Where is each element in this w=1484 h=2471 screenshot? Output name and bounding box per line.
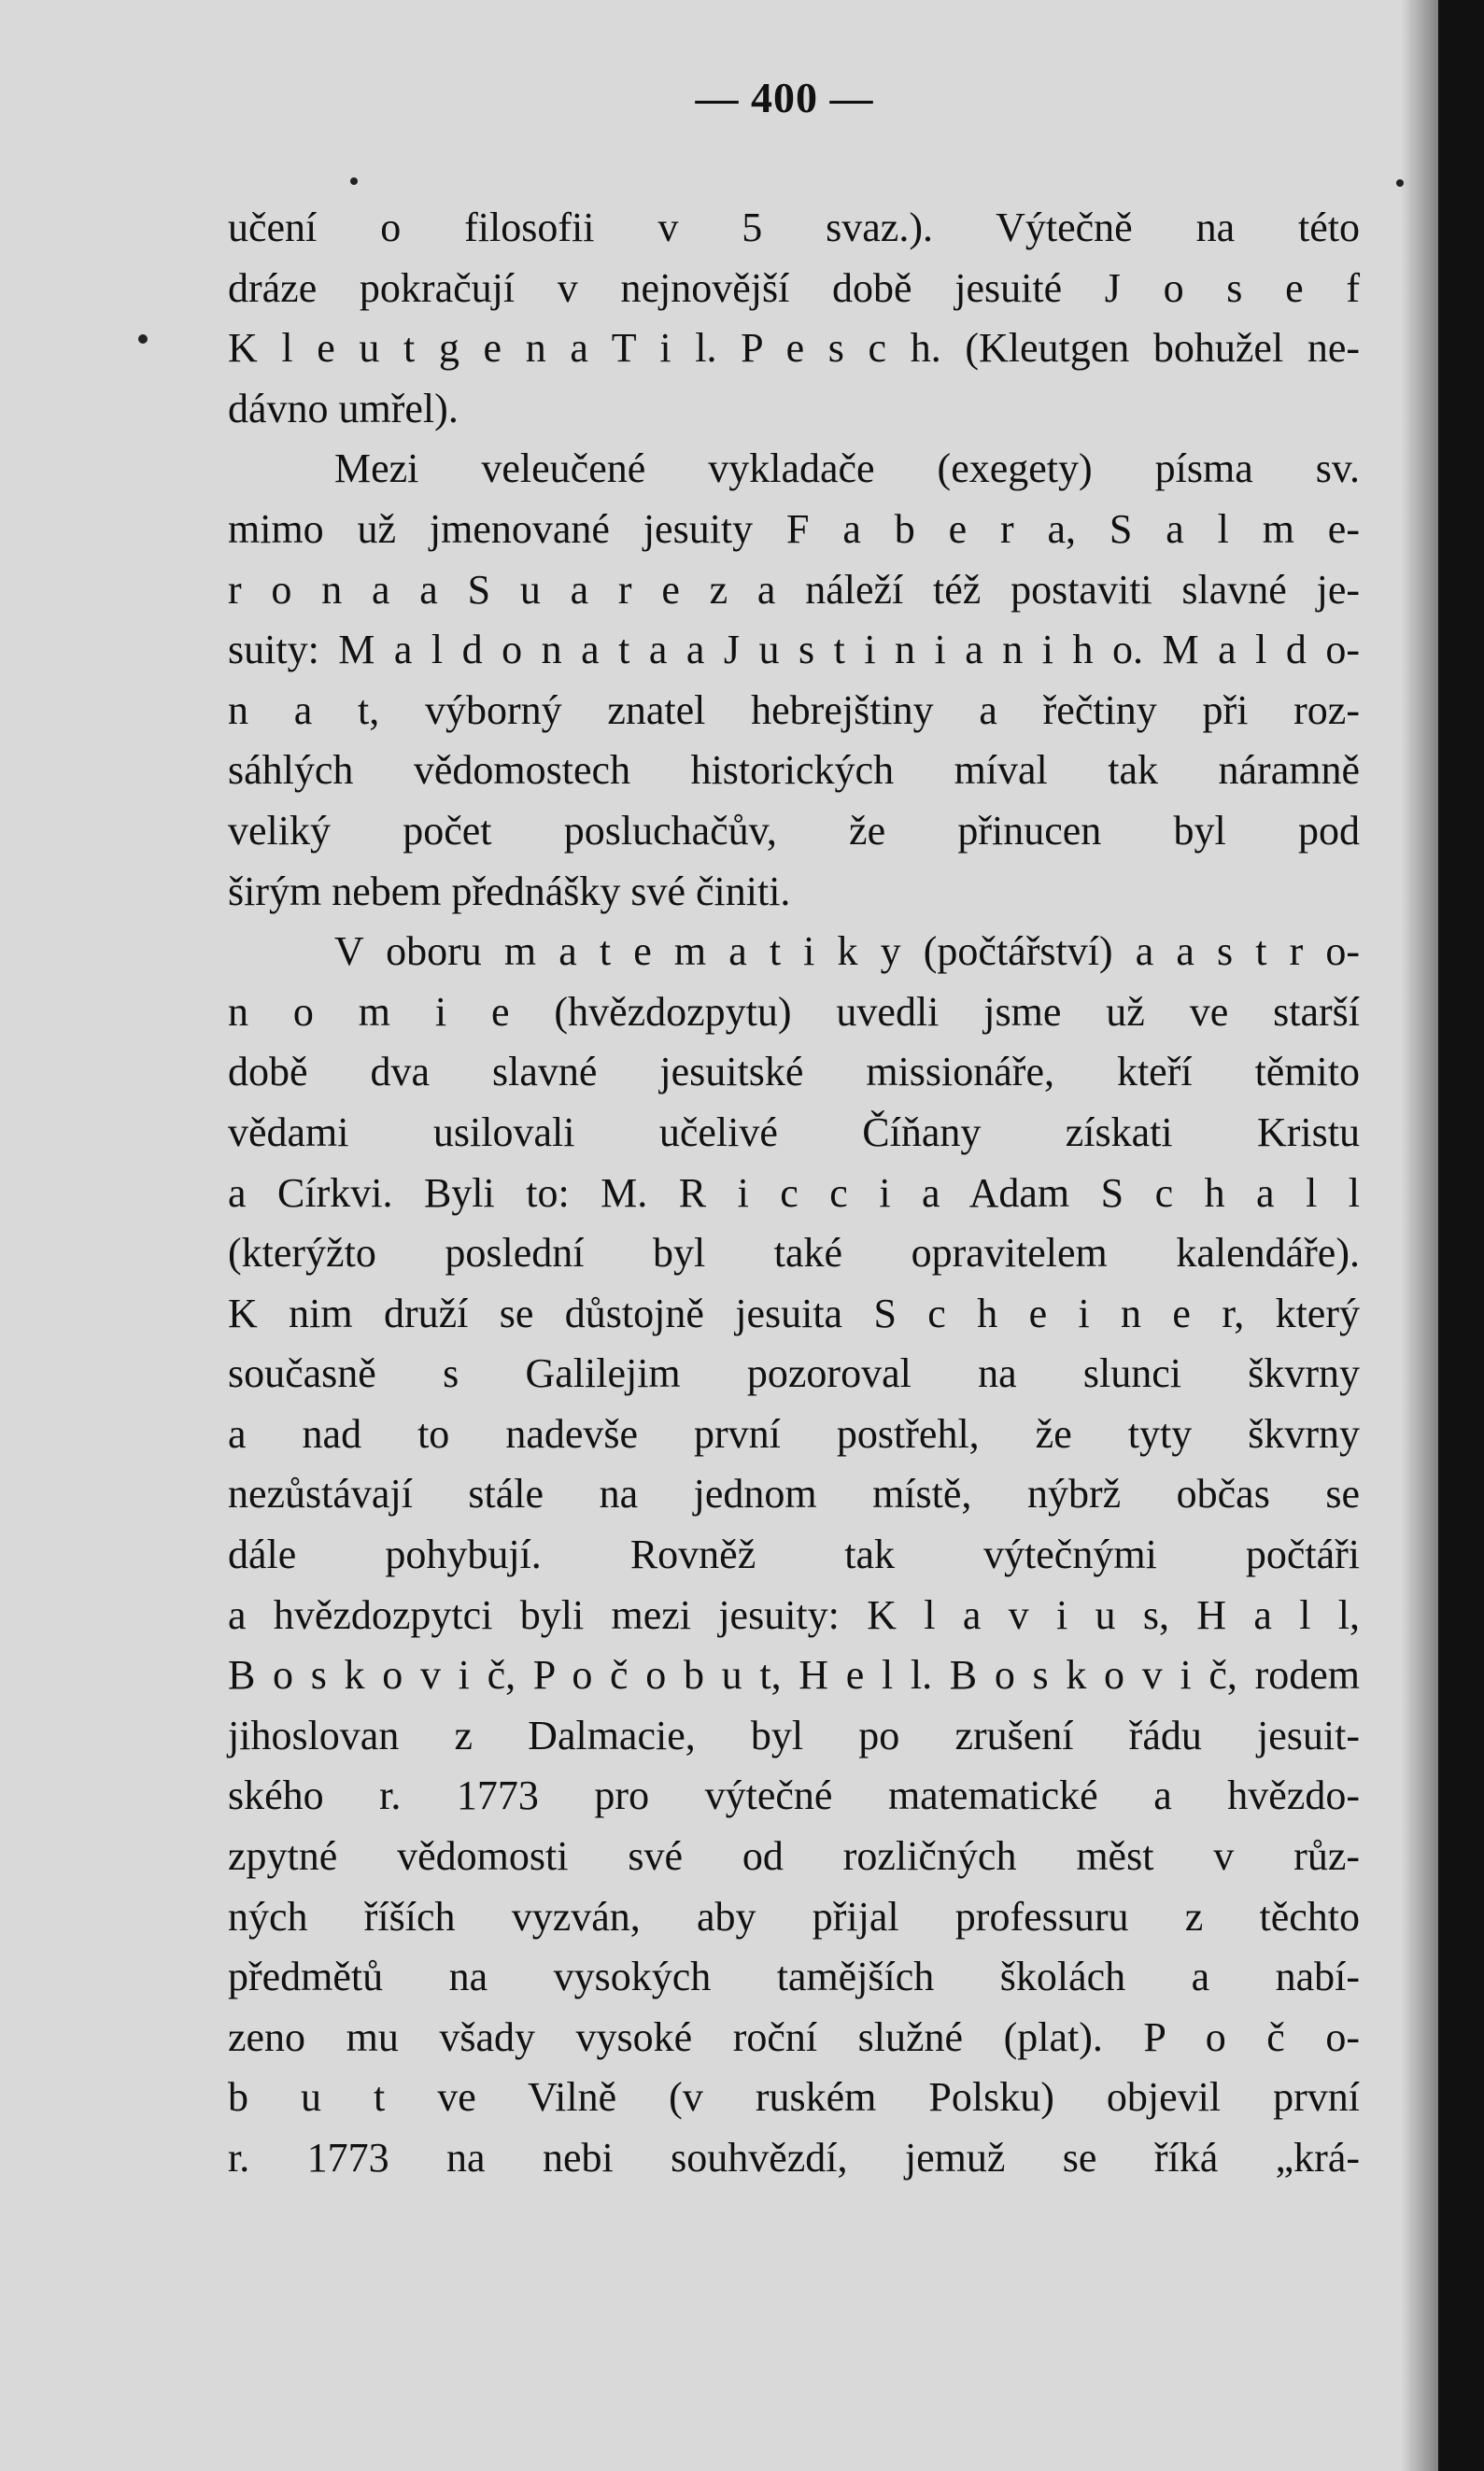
page-number: — 400 — — [695, 74, 874, 121]
text-line: veliký počet posluchačův, že přinucen byl pod — [228, 807, 1360, 854]
text-line: době dva slavné jesuitské missionáře, kteří těmito — [228, 1049, 1360, 1095]
text-line: zpytné vědomosti své od rozličných měst v růz- — [228, 1833, 1360, 1880]
page-edge-shadow — [1401, 0, 1438, 2471]
text-line: r o n a a S u a r e z a náleží též postaviti slavné je- — [228, 566, 1360, 613]
text-line: V oboru m a t e m a t i k y (počtářství) a a s t r o- — [334, 928, 1360, 975]
text-line: zeno mu všady vysoké roční služné (plat). P o č o- — [228, 2013, 1360, 2060]
text-line: současně s Galilejim pozoroval na slunci škvrny — [228, 1350, 1360, 1397]
text-line: a nad to nadevše první postřehl, že tyty škvrny — [228, 1410, 1360, 1457]
text-line: širým nebem přednášky své činiti. — [228, 868, 791, 914]
text-line: předmětů na vysokých tamějších školách a nabí- — [228, 1954, 1360, 2000]
text-line: dále pohybují. Rovněž tak výtečnými počtáři — [228, 1532, 1360, 1578]
text-line: r. 1773 na nebi souhvězdí, jemuž se říká „krá- — [228, 2135, 1360, 2181]
text-line: ných říších vyzván, aby přijal professuru z těchto — [228, 1893, 1360, 1940]
text-line: sáhlých vědomostech historických míval tak náramně — [228, 747, 1360, 794]
body-text — [228, 198, 1360, 2189]
text-line: n a t, výborný znatel hebrejštiny a řečtiny při roz- — [228, 686, 1360, 733]
text-line: dávno umřel). — [228, 385, 459, 431]
text-line: nezůstávají stále na jednom místě, nýbrž občas se — [228, 1471, 1360, 1518]
ink-speck — [1396, 179, 1404, 187]
ink-speck — [350, 177, 358, 185]
text-line: dráze pokračují v nejnovější době jesuité J o s e f — [228, 264, 1360, 311]
text-line: jihoslovan z Dalmacie, byl po zrušení řádu jesuit- — [228, 1712, 1360, 1758]
text-line: K nim druží se důstojně jesuita S c h e i n e r, který — [228, 1290, 1360, 1336]
text-line: (kterýžto poslední byl také opravitelem kalendáře). — [228, 1230, 1360, 1277]
text-line: ského r. 1773 pro výtečné matematické a hvězdo- — [228, 1772, 1360, 1819]
text-line: n o m i e (hvězdozpytu) uvedli jsme už ve starší — [228, 988, 1360, 1035]
scan-border — [1438, 0, 1484, 2471]
text-line: B o s k o v i č, P o č o b u t, H e l l. B o s k o v i č, rodem — [228, 1652, 1360, 1699]
text-line: a hvězdozpytci byli mezi jesuity: K l a v i u s, H a l l, — [228, 1591, 1360, 1638]
text-line: b u t ve Vilně (v ruském Polsku) objevil první — [228, 2074, 1360, 2121]
text-line: a Církvi. Byli to: M. R i c c i a Adam S c h a l l — [228, 1169, 1360, 1216]
text-line: vědami usilovali učelivé Číňany získati Kristu — [228, 1108, 1360, 1155]
text-line: suity: M a l d o n a t a a J u s t i n i a n i h o. M a l d o- — [228, 627, 1360, 673]
text-line: učení o filosofii v 5 svaz.). Výtečně na této — [228, 205, 1360, 250]
text-line: K l e u t g e n a T i l. P e s c h. (Kleutgen bohužel ne- — [228, 325, 1360, 372]
text-line: Mezi veleučené vykladače (exegety) písma sv. — [334, 445, 1360, 492]
ink-speck — [138, 334, 148, 344]
text-line: mimo už jmenované jesuity F a b e r a, S a l m e- — [228, 505, 1360, 552]
